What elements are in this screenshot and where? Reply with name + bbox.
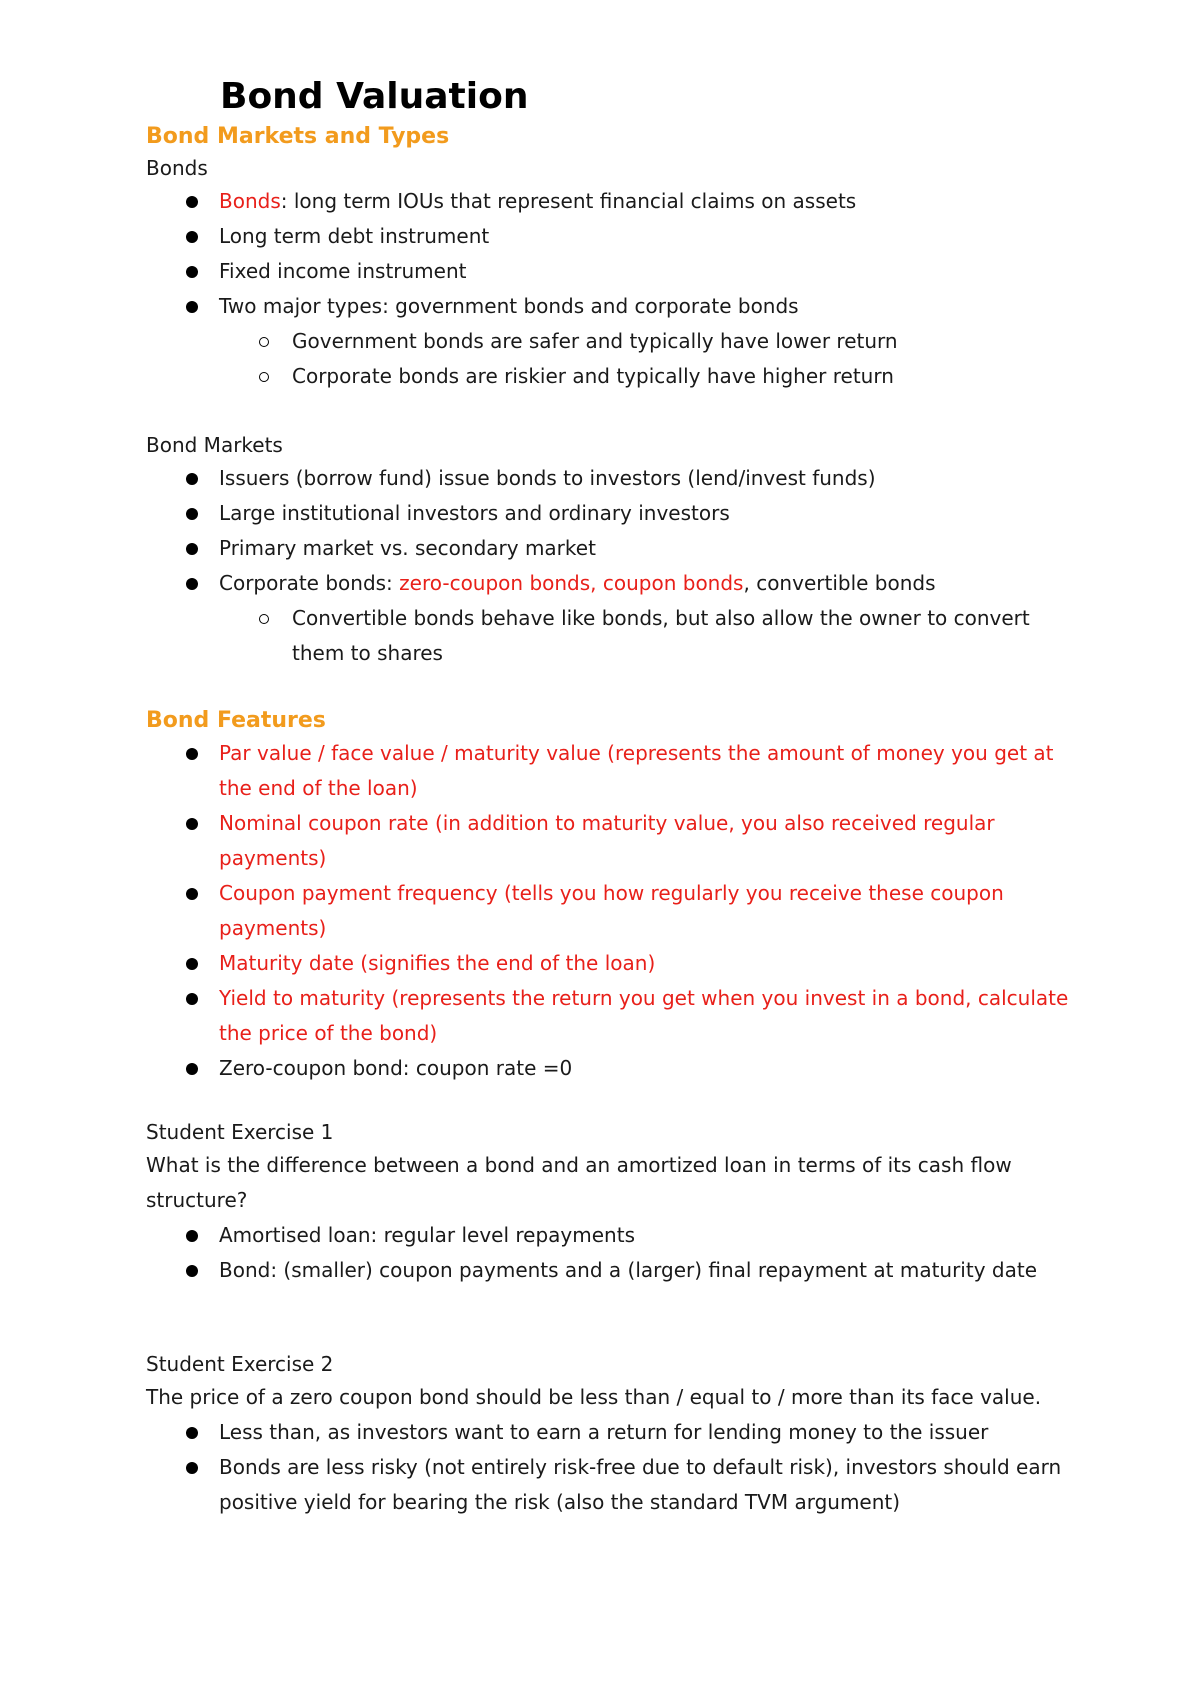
- list-item-text: Two major types: government bonds and corporate bonds: [219, 294, 799, 318]
- bullet-icon: [186, 543, 198, 555]
- list-item-text: Corporate bonds:: [219, 571, 400, 595]
- list-item: [146, 946, 1076, 981]
- list-item-text: Coupon payment frequency (tells you how regularly you receive these coupon payments): [219, 881, 1004, 940]
- section-heading-markets-types: Bond Markets and Types: [146, 124, 450, 149]
- list-item-text: : long term IOUs that represent financial claims on assets: [280, 189, 857, 213]
- term-highlight: zero-coupon bonds, coupon bonds: [399, 571, 744, 595]
- bullet-icon: [186, 993, 198, 1005]
- bullet-icon: [186, 266, 198, 278]
- list-item-text: Fixed income instrument: [219, 259, 467, 283]
- bonds-list: [146, 184, 1076, 394]
- list-item: [146, 1415, 1076, 1450]
- list-item: [146, 876, 1076, 946]
- subsection-label-bonds: Bonds: [146, 156, 208, 180]
- bond-features-list: [146, 736, 1076, 1086]
- list-item-text: Corporate bonds are riskier and typically have higher return: [292, 364, 894, 388]
- bullet-icon: [186, 196, 198, 208]
- bullet-icon: [186, 231, 198, 243]
- list-item-text: , convertible bonds: [743, 571, 936, 595]
- bullet-icon: [186, 1427, 198, 1439]
- list-item-text: Convertible bonds behave like bonds, but also allow the owner to convert them to shares: [292, 606, 1030, 665]
- list-item-text: Issuers (borrow fund) issue bonds to investors (lend/invest funds): [219, 466, 876, 490]
- bullet-icon: [186, 301, 198, 313]
- list-item: [146, 981, 1076, 1051]
- spacer: [146, 1288, 1076, 1348]
- term-highlight: Bonds: [219, 189, 281, 213]
- list-item: [146, 531, 1076, 566]
- list-item-text: Par value / face value / maturity value (represents the amount of money you get at the end of the loan): [219, 741, 1054, 800]
- sub-list-item: [146, 324, 1076, 359]
- hollow-bullet-icon: [259, 614, 269, 624]
- list-item: [146, 736, 1076, 806]
- sub-list-item: [146, 359, 1076, 394]
- section-heading-bond-features: Bond Features: [146, 708, 326, 733]
- spacer: [146, 671, 1076, 706]
- document-content: [146, 72, 1076, 1520]
- bullet-icon: [186, 473, 198, 485]
- sub-list-item: [146, 601, 1076, 671]
- hollow-bullet-icon: [259, 337, 269, 347]
- exercise-label: Student Exercise 1: [146, 1120, 334, 1144]
- list-item: [146, 566, 1076, 601]
- list-item: [146, 1218, 1076, 1253]
- bond-markets-list: [146, 461, 1076, 671]
- list-item-text: Zero-coupon bond: coupon rate =0: [219, 1056, 573, 1080]
- list-item: [146, 1450, 1076, 1520]
- spacer: [146, 394, 1076, 429]
- spacer: [146, 1086, 1076, 1116]
- exercise-answers: [146, 1218, 1076, 1288]
- list-item-text: Bond: (smaller) coupon payments and a (larger) final repayment at maturity date: [219, 1258, 1037, 1282]
- list-item: [146, 1253, 1076, 1288]
- list-item: [146, 254, 1076, 289]
- bullet-icon: [186, 958, 198, 970]
- list-item-text: Yield to maturity (represents the return you get when you invest in a bond, calculate the price of the bond): [219, 986, 1069, 1045]
- list-item: [146, 461, 1076, 496]
- bullet-icon: [186, 578, 198, 590]
- list-item-text: Nominal coupon rate (in addition to maturity value, you also received regular payments): [219, 811, 995, 870]
- list-item: [146, 1051, 1076, 1086]
- list-item: [146, 289, 1076, 324]
- document-title: Bond Valuation: [220, 76, 529, 117]
- bullet-icon: [186, 1063, 198, 1075]
- exercise-label: Student Exercise 2: [146, 1352, 334, 1376]
- hollow-bullet-icon: [259, 372, 269, 382]
- bullet-icon: [186, 888, 198, 900]
- list-item: [146, 184, 1076, 219]
- exercise-answers: [146, 1415, 1076, 1520]
- bullet-icon: [186, 748, 198, 760]
- list-item: [146, 806, 1076, 876]
- bullet-icon: [186, 1265, 198, 1277]
- bullet-icon: [186, 1230, 198, 1242]
- list-item-text: Primary market vs. secondary market: [219, 536, 596, 560]
- exercise-question: The price of a zero coupon bond should be less than / equal to / more than its face value.: [146, 1385, 1042, 1409]
- list-item-text: Long term debt instrument: [219, 224, 490, 248]
- exercise-question: What is the difference between a bond and an amortized loan in terms of its cash flow structure?: [146, 1153, 1012, 1212]
- list-item-text: Government bonds are safer and typically have lower return: [292, 329, 898, 353]
- list-item-text: Bonds are less risky (not entirely risk-free due to default risk), investors should earn positive yield for bearing the risk (also the standard TVM argument): [219, 1455, 1062, 1514]
- list-item-text: Amortised loan: regular level repayments: [219, 1223, 635, 1247]
- list-item-text: Large institutional investors and ordinary investors: [219, 501, 730, 525]
- list-item-text: Less than, as investors want to earn a return for lending money to the issuer: [219, 1420, 989, 1444]
- bullet-icon: [186, 1462, 198, 1474]
- bullet-icon: [186, 508, 198, 520]
- bullet-icon: [186, 818, 198, 830]
- list-item: [146, 496, 1076, 531]
- subsection-label-bond-markets: Bond Markets: [146, 433, 283, 457]
- list-item: [146, 219, 1076, 254]
- list-item-text: Maturity date (signifies the end of the loan): [219, 951, 656, 975]
